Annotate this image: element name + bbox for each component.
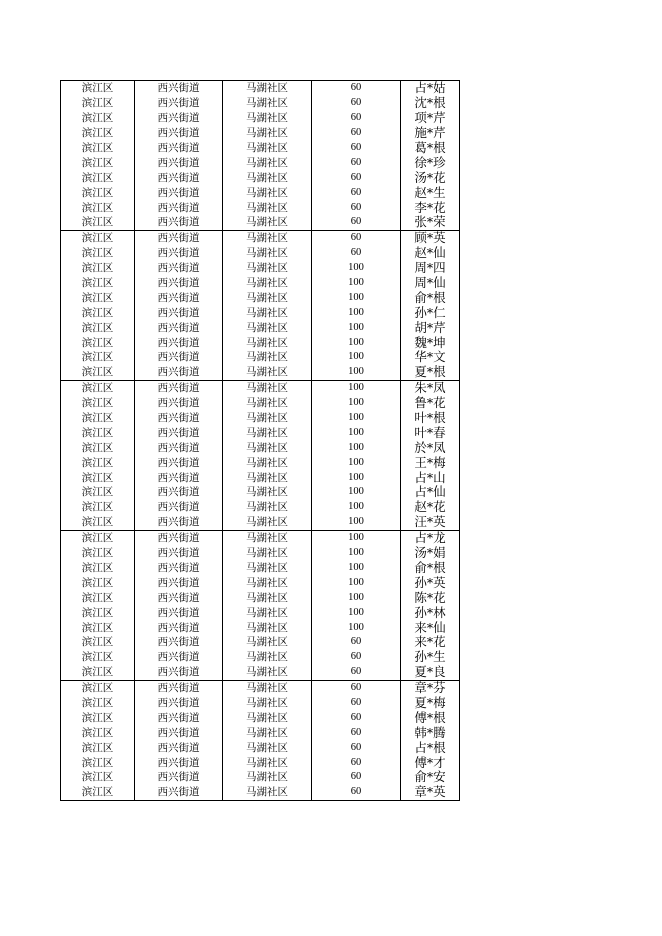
street-cell: 西兴街道 [135, 320, 223, 335]
district-cell: 滨江区 [61, 200, 135, 215]
name-cell: 朱*凤 [401, 380, 460, 395]
table-row [61, 170, 460, 185]
amount-cell: 100 [312, 350, 401, 365]
district-cell: 滨江区 [61, 620, 135, 635]
amount-cell: 60 [312, 200, 401, 215]
amount-cell: 100 [312, 620, 401, 635]
district-cell: 滨江区 [61, 785, 135, 800]
district-cell: 滨江区 [61, 650, 135, 665]
name-cell: 傅*根 [401, 710, 460, 725]
name-cell: 葛*根 [401, 141, 460, 156]
table-row [61, 425, 460, 440]
district-cell: 滨江区 [61, 575, 135, 590]
name-cell: 赵*花 [401, 500, 460, 515]
community-cell: 马湖社区 [223, 320, 312, 335]
community-cell: 马湖社区 [223, 710, 312, 725]
name-cell: 俞*根 [401, 561, 460, 576]
amount-cell: 100 [312, 605, 401, 620]
amount-cell: 100 [312, 305, 401, 320]
district-cell: 滨江区 [61, 411, 135, 426]
amount-cell: 60 [312, 96, 401, 111]
table-row [61, 590, 460, 605]
district-cell: 滨江区 [61, 365, 135, 380]
street-cell: 西兴街道 [135, 365, 223, 380]
district-cell: 滨江区 [61, 755, 135, 770]
district-cell: 滨江区 [61, 485, 135, 500]
table-row [61, 530, 460, 545]
amount-cell: 60 [312, 696, 401, 711]
amount-cell: 60 [312, 725, 401, 740]
table-row [61, 440, 460, 455]
district-cell: 滨江区 [61, 530, 135, 545]
table-row [61, 350, 460, 365]
amount-cell: 60 [312, 81, 401, 96]
community-cell: 马湖社区 [223, 215, 312, 230]
amount-cell: 100 [312, 290, 401, 305]
community-cell: 马湖社区 [223, 380, 312, 395]
amount-cell: 100 [312, 440, 401, 455]
name-cell: 章*芬 [401, 680, 460, 695]
table-row [61, 396, 460, 411]
table-row [61, 276, 460, 291]
name-cell: 占*山 [401, 470, 460, 485]
street-cell: 西兴街道 [135, 755, 223, 770]
community-cell: 马湖社区 [223, 590, 312, 605]
community-cell: 马湖社区 [223, 650, 312, 665]
amount-cell: 100 [312, 515, 401, 530]
table-row [61, 365, 460, 380]
street-cell: 西兴街道 [135, 470, 223, 485]
community-cell: 马湖社区 [223, 396, 312, 411]
name-cell: 项*芹 [401, 111, 460, 126]
table-row [61, 515, 460, 530]
district-cell: 滨江区 [61, 665, 135, 680]
community-cell: 马湖社区 [223, 755, 312, 770]
name-cell: 周*四 [401, 261, 460, 276]
street-cell: 西兴街道 [135, 740, 223, 755]
district-cell: 滨江区 [61, 215, 135, 230]
district-cell: 滨江区 [61, 770, 135, 785]
name-cell: 於*凤 [401, 440, 460, 455]
district-cell: 滨江区 [61, 635, 135, 650]
street-cell: 西兴街道 [135, 485, 223, 500]
community-cell: 马湖社区 [223, 126, 312, 141]
district-cell: 滨江区 [61, 230, 135, 245]
amount-cell: 100 [312, 320, 401, 335]
amount-cell: 60 [312, 710, 401, 725]
street-cell: 西兴街道 [135, 185, 223, 200]
table-row [61, 470, 460, 485]
street-cell: 西兴街道 [135, 411, 223, 426]
table-row [61, 785, 460, 800]
amount-cell: 60 [312, 246, 401, 261]
table-row [61, 485, 460, 500]
street-cell: 西兴街道 [135, 215, 223, 230]
amount-cell: 100 [312, 365, 401, 380]
amount-cell: 100 [312, 411, 401, 426]
community-cell: 马湖社区 [223, 425, 312, 440]
table-row [61, 290, 460, 305]
table-row [61, 740, 460, 755]
district-cell: 滨江区 [61, 425, 135, 440]
table-row [61, 200, 460, 215]
amount-cell: 100 [312, 470, 401, 485]
amount-cell: 100 [312, 276, 401, 291]
community-cell: 马湖社区 [223, 81, 312, 96]
district-cell: 滨江区 [61, 155, 135, 170]
table-row [61, 111, 460, 126]
street-cell: 西兴街道 [135, 276, 223, 291]
name-cell: 占*姑 [401, 81, 460, 96]
amount-cell: 100 [312, 561, 401, 576]
street-cell: 西兴街道 [135, 81, 223, 96]
amount-cell: 60 [312, 111, 401, 126]
amount-cell: 60 [312, 185, 401, 200]
community-cell: 马湖社区 [223, 200, 312, 215]
street-cell: 西兴街道 [135, 425, 223, 440]
name-cell: 占*仙 [401, 485, 460, 500]
community-cell: 马湖社区 [223, 141, 312, 156]
name-cell: 夏*良 [401, 665, 460, 680]
name-cell: 施*芹 [401, 126, 460, 141]
table-row [61, 126, 460, 141]
name-cell: 赵*生 [401, 185, 460, 200]
street-cell: 西兴街道 [135, 561, 223, 576]
street-cell: 西兴街道 [135, 650, 223, 665]
community-cell: 马湖社区 [223, 770, 312, 785]
street-cell: 西兴街道 [135, 515, 223, 530]
table-row [61, 96, 460, 111]
community-cell: 马湖社区 [223, 785, 312, 800]
street-cell: 西兴街道 [135, 261, 223, 276]
community-cell: 马湖社区 [223, 246, 312, 261]
street-cell: 西兴街道 [135, 590, 223, 605]
district-cell: 滨江区 [61, 305, 135, 320]
name-cell: 李*花 [401, 200, 460, 215]
community-cell: 马湖社区 [223, 620, 312, 635]
street-cell: 西兴街道 [135, 380, 223, 395]
district-cell: 滨江区 [61, 561, 135, 576]
subsidy-roster-table [60, 80, 460, 801]
table-row [61, 380, 460, 395]
name-cell: 俞*根 [401, 290, 460, 305]
street-cell: 西兴街道 [135, 455, 223, 470]
amount-cell: 100 [312, 380, 401, 395]
name-cell: 章*英 [401, 785, 460, 800]
table-row [61, 305, 460, 320]
name-cell: 张*荣 [401, 215, 460, 230]
table-row [61, 81, 460, 96]
name-cell: 孙*林 [401, 605, 460, 620]
name-cell: 周*仙 [401, 276, 460, 291]
street-cell: 西兴街道 [135, 141, 223, 156]
street-cell: 西兴街道 [135, 620, 223, 635]
district-cell: 滨江区 [61, 546, 135, 561]
name-cell: 来*仙 [401, 620, 460, 635]
street-cell: 西兴街道 [135, 396, 223, 411]
street-cell: 西兴街道 [135, 305, 223, 320]
district-cell: 滨江区 [61, 725, 135, 740]
district-cell: 滨江区 [61, 320, 135, 335]
community-cell: 马湖社区 [223, 696, 312, 711]
district-cell: 滨江区 [61, 141, 135, 156]
district-cell: 滨江区 [61, 335, 135, 350]
district-cell: 滨江区 [61, 261, 135, 276]
amount-cell: 100 [312, 485, 401, 500]
name-cell: 来*花 [401, 635, 460, 650]
street-cell: 西兴街道 [135, 605, 223, 620]
amount-cell: 100 [312, 261, 401, 276]
district-cell: 滨江区 [61, 126, 135, 141]
name-cell: 顾*英 [401, 230, 460, 245]
table-row [61, 155, 460, 170]
street-cell: 西兴街道 [135, 126, 223, 141]
community-cell: 马湖社区 [223, 515, 312, 530]
name-cell: 夏*梅 [401, 696, 460, 711]
name-cell: 汪*英 [401, 515, 460, 530]
community-cell: 马湖社区 [223, 530, 312, 545]
name-cell: 胡*芹 [401, 320, 460, 335]
community-cell: 马湖社区 [223, 96, 312, 111]
amount-cell: 60 [312, 785, 401, 800]
table-row [61, 665, 460, 680]
community-cell: 马湖社区 [223, 440, 312, 455]
street-cell: 西兴街道 [135, 665, 223, 680]
community-cell: 马湖社区 [223, 485, 312, 500]
name-cell: 魏*坤 [401, 335, 460, 350]
table-row [61, 710, 460, 725]
community-cell: 马湖社区 [223, 605, 312, 620]
community-cell: 马湖社区 [223, 111, 312, 126]
amount-cell: 60 [312, 230, 401, 245]
district-cell: 滨江区 [61, 710, 135, 725]
street-cell: 西兴街道 [135, 96, 223, 111]
community-cell: 马湖社区 [223, 350, 312, 365]
name-cell: 汤*娟 [401, 546, 460, 561]
street-cell: 西兴街道 [135, 770, 223, 785]
community-cell: 马湖社区 [223, 185, 312, 200]
name-cell: 鲁*花 [401, 396, 460, 411]
table-row [61, 635, 460, 650]
street-cell: 西兴街道 [135, 170, 223, 185]
district-cell: 滨江区 [61, 81, 135, 96]
street-cell: 西兴街道 [135, 155, 223, 170]
table-row [61, 500, 460, 515]
name-cell: 叶*春 [401, 425, 460, 440]
table-row [61, 770, 460, 785]
table-row [61, 320, 460, 335]
street-cell: 西兴街道 [135, 246, 223, 261]
amount-cell: 60 [312, 755, 401, 770]
amount-cell: 60 [312, 650, 401, 665]
table-row [61, 246, 460, 261]
name-cell: 俞*安 [401, 770, 460, 785]
community-cell: 马湖社区 [223, 305, 312, 320]
district-cell: 滨江区 [61, 170, 135, 185]
table-row [61, 230, 460, 245]
amount-cell: 100 [312, 455, 401, 470]
table-row [61, 261, 460, 276]
amount-cell: 100 [312, 575, 401, 590]
community-cell: 马湖社区 [223, 155, 312, 170]
community-cell: 马湖社区 [223, 575, 312, 590]
table-row [61, 546, 460, 561]
table-row [61, 575, 460, 590]
table-row [61, 411, 460, 426]
district-cell: 滨江区 [61, 605, 135, 620]
district-cell: 滨江区 [61, 740, 135, 755]
community-cell: 马湖社区 [223, 740, 312, 755]
street-cell: 西兴街道 [135, 725, 223, 740]
name-cell: 徐*珍 [401, 155, 460, 170]
table-row [61, 335, 460, 350]
table-row [61, 215, 460, 230]
street-cell: 西兴街道 [135, 290, 223, 305]
street-cell: 西兴街道 [135, 500, 223, 515]
street-cell: 西兴街道 [135, 230, 223, 245]
district-cell: 滨江区 [61, 470, 135, 485]
amount-cell: 60 [312, 680, 401, 695]
street-cell: 西兴街道 [135, 440, 223, 455]
amount-cell: 60 [312, 635, 401, 650]
amount-cell: 100 [312, 530, 401, 545]
table-body [61, 81, 460, 801]
street-cell: 西兴街道 [135, 635, 223, 650]
table-row [61, 755, 460, 770]
street-cell: 西兴街道 [135, 530, 223, 545]
district-cell: 滨江区 [61, 455, 135, 470]
community-cell: 马湖社区 [223, 290, 312, 305]
name-cell: 汤*花 [401, 170, 460, 185]
community-cell: 马湖社区 [223, 680, 312, 695]
district-cell: 滨江区 [61, 246, 135, 261]
community-cell: 马湖社区 [223, 546, 312, 561]
name-cell: 陈*花 [401, 590, 460, 605]
street-cell: 西兴街道 [135, 680, 223, 695]
name-cell: 韩*腾 [401, 725, 460, 740]
community-cell: 马湖社区 [223, 276, 312, 291]
community-cell: 马湖社区 [223, 230, 312, 245]
name-cell: 占*根 [401, 740, 460, 755]
amount-cell: 60 [312, 770, 401, 785]
community-cell: 马湖社区 [223, 635, 312, 650]
street-cell: 西兴街道 [135, 696, 223, 711]
name-cell: 赵*仙 [401, 246, 460, 261]
street-cell: 西兴街道 [135, 200, 223, 215]
district-cell: 滨江区 [61, 696, 135, 711]
community-cell: 马湖社区 [223, 365, 312, 380]
amount-cell: 60 [312, 155, 401, 170]
table-row [61, 561, 460, 576]
community-cell: 马湖社区 [223, 261, 312, 276]
street-cell: 西兴街道 [135, 546, 223, 561]
name-cell: 孙*英 [401, 575, 460, 590]
district-cell: 滨江区 [61, 380, 135, 395]
table-row [61, 185, 460, 200]
table-row [61, 680, 460, 695]
amount-cell: 60 [312, 215, 401, 230]
amount-cell: 100 [312, 396, 401, 411]
community-cell: 马湖社区 [223, 470, 312, 485]
name-cell: 孙*仁 [401, 305, 460, 320]
district-cell: 滨江区 [61, 290, 135, 305]
district-cell: 滨江区 [61, 440, 135, 455]
table-row [61, 620, 460, 635]
amount-cell: 100 [312, 335, 401, 350]
community-cell: 马湖社区 [223, 561, 312, 576]
district-cell: 滨江区 [61, 96, 135, 111]
table-row [61, 605, 460, 620]
street-cell: 西兴街道 [135, 335, 223, 350]
street-cell: 西兴街道 [135, 111, 223, 126]
amount-cell: 60 [312, 141, 401, 156]
name-cell: 夏*根 [401, 365, 460, 380]
community-cell: 马湖社区 [223, 725, 312, 740]
amount-cell: 60 [312, 740, 401, 755]
amount-cell: 60 [312, 170, 401, 185]
district-cell: 滨江区 [61, 350, 135, 365]
street-cell: 西兴街道 [135, 710, 223, 725]
name-cell: 孙*生 [401, 650, 460, 665]
district-cell: 滨江区 [61, 396, 135, 411]
table-row [61, 455, 460, 470]
community-cell: 马湖社区 [223, 500, 312, 515]
district-cell: 滨江区 [61, 111, 135, 126]
district-cell: 滨江区 [61, 185, 135, 200]
community-cell: 马湖社区 [223, 411, 312, 426]
name-cell: 沈*根 [401, 96, 460, 111]
name-cell: 王*梅 [401, 455, 460, 470]
community-cell: 马湖社区 [223, 455, 312, 470]
amount-cell: 100 [312, 425, 401, 440]
table-row [61, 650, 460, 665]
district-cell: 滨江区 [61, 515, 135, 530]
district-cell: 滨江区 [61, 500, 135, 515]
street-cell: 西兴街道 [135, 350, 223, 365]
name-cell: 华*文 [401, 350, 460, 365]
community-cell: 马湖社区 [223, 170, 312, 185]
community-cell: 马湖社区 [223, 665, 312, 680]
name-cell: 叶*根 [401, 411, 460, 426]
amount-cell: 60 [312, 126, 401, 141]
community-cell: 马湖社区 [223, 335, 312, 350]
table-row [61, 725, 460, 740]
district-cell: 滨江区 [61, 590, 135, 605]
amount-cell: 60 [312, 665, 401, 680]
amount-cell: 100 [312, 500, 401, 515]
amount-cell: 100 [312, 590, 401, 605]
name-cell: 傅*才 [401, 755, 460, 770]
district-cell: 滨江区 [61, 680, 135, 695]
name-cell: 占*龙 [401, 530, 460, 545]
street-cell: 西兴街道 [135, 575, 223, 590]
street-cell: 西兴街道 [135, 785, 223, 800]
amount-cell: 100 [312, 546, 401, 561]
table-row [61, 696, 460, 711]
table-row [61, 141, 460, 156]
district-cell: 滨江区 [61, 276, 135, 291]
